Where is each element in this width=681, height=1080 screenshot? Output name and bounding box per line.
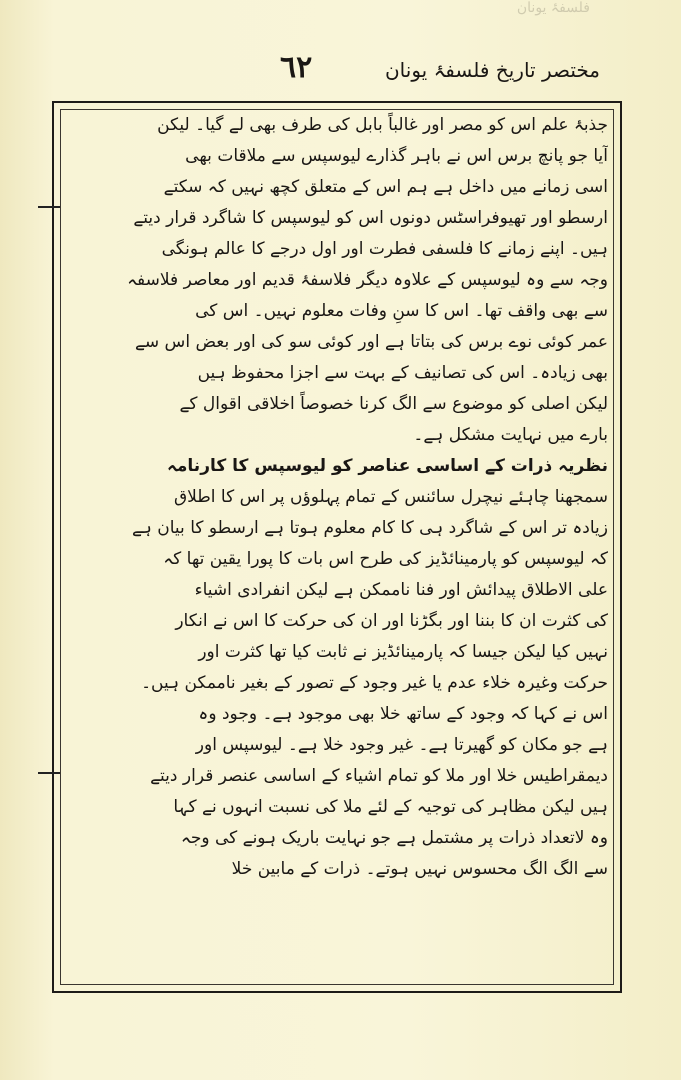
text-line: جذبۂ علم اس کو مصر اور غالباً بابل کی طرف بھی لے گیا۔ لیکن — [157, 115, 608, 135]
text-line: نہیں کیا لیکن جیسا کہ پارمینائڈیز نے ثابت کیا تھا کثرت اور — [198, 642, 608, 662]
text-line: زیادہ تر اس کے شاگرد ہی کا کام معلوم ہوتا ہے ارسطو کا بیان ہے — [131, 518, 608, 538]
text-line: نظریہ ذرات کے اساسی عناصر کو لیوسپس کا کارنامہ — [166, 456, 608, 476]
text-line: ہے جو مکان کو گھیرتا ہے۔ غیر وجود خلا ہے۔ لیوسپس اور — [195, 735, 608, 755]
text-line: سمجھنا چاہئے نیچرل سائنس کے تمام پہلوؤں پر اس کا اطلاق — [173, 487, 608, 507]
text-line: کی کثرت ان کا بننا اور بگڑنا اور ان کی حرکت کا اس نے انکار — [175, 611, 608, 631]
bleed-through-text: فلسفۂ یونان — [516, 0, 590, 16]
text-line: بارے میں نہایت مشکل ہے۔ — [413, 425, 608, 445]
text-line: لیکن اصلی کو موضوع سے الگ کرنا خصوصاً اخلاقی اقوال کے — [179, 394, 608, 414]
text-line: سے الگ الگ محسوس نہیں ہوتے۔ ذرات کے مابین خلا — [231, 859, 608, 879]
text-line: سے بھی واقف تھا۔ اس کا سنِ وفات معلوم نہیں۔ اس کی — [195, 301, 608, 321]
text-line: ہیں لیکن مظاہر کی توجیہ کے لئے ملا کی نسبت انہوں نے کہا — [173, 797, 608, 817]
body-text — [68, 110, 608, 980]
text-line: آیا جو پانچ برس اس نے باہر گذارے لیوسپس سے ملاقات بھی — [185, 146, 608, 166]
margin-mark — [38, 206, 60, 208]
text-line: کہ لیوسپس کو پارمینائڈیز کی طرح اس بات کا پورا یقین تھا کہ — [163, 549, 608, 569]
text-line: ہیں۔ اپنے زمانے کا فلسفی فطرت اور اول درجے کا عالم ہونگی — [161, 239, 608, 259]
text-line: اسی زمانے میں داخل ہے ہم اس کے متعلق کچھ نہیں کہ سکتے — [163, 177, 608, 197]
text-line: وجہ سے وہ لیوسپس کے علاوہ دیگر فلاسفۂ قدیم اور معاصر فلاسفہ — [127, 270, 608, 290]
text-line: حرکت وغیرہ خلاء عدم یا غیر وجود کے تصور کے بغیر ناممکن ہیں۔ — [141, 673, 608, 693]
margin-mark — [38, 772, 60, 774]
running-title: مختصر تاریخ فلسفۂ یونان — [384, 58, 600, 82]
text-line: وہ لاتعداد ذرات پر مشتمل ہے جو نہایت باریک ہونے کی وجہ — [180, 828, 608, 848]
text-line: دیمقراطیس خلا اور ملا کو تمام اشیاء کے اساسی عنصر قرار دیتے — [150, 766, 608, 786]
text-line: علی الاطلاق پیدائش اور فنا ناممکن ہے لیکن انفرادی اشیاء — [194, 580, 608, 600]
page-header — [240, 46, 600, 96]
text-line: اس نے کہا کہ وجود کے ساتھ خلا بھی موجود ہے۔ وجود وہ — [198, 704, 608, 724]
text-line: عمر کوئی نوے برس کی بتاتا ہے اور کوئی سو کی اور بعض اس سے — [134, 332, 608, 352]
text-line: بھی زیادہ۔ اس کی تصانیف کے بہت سے اجزا محفوظ ہیں — [197, 363, 608, 383]
page-number: ٦٢ — [280, 50, 313, 85]
text-line: ارسطو اور تھیوفراسٹس دونوں اس کو لیوسپس کا شاگرد قرار دیتے — [133, 208, 608, 228]
